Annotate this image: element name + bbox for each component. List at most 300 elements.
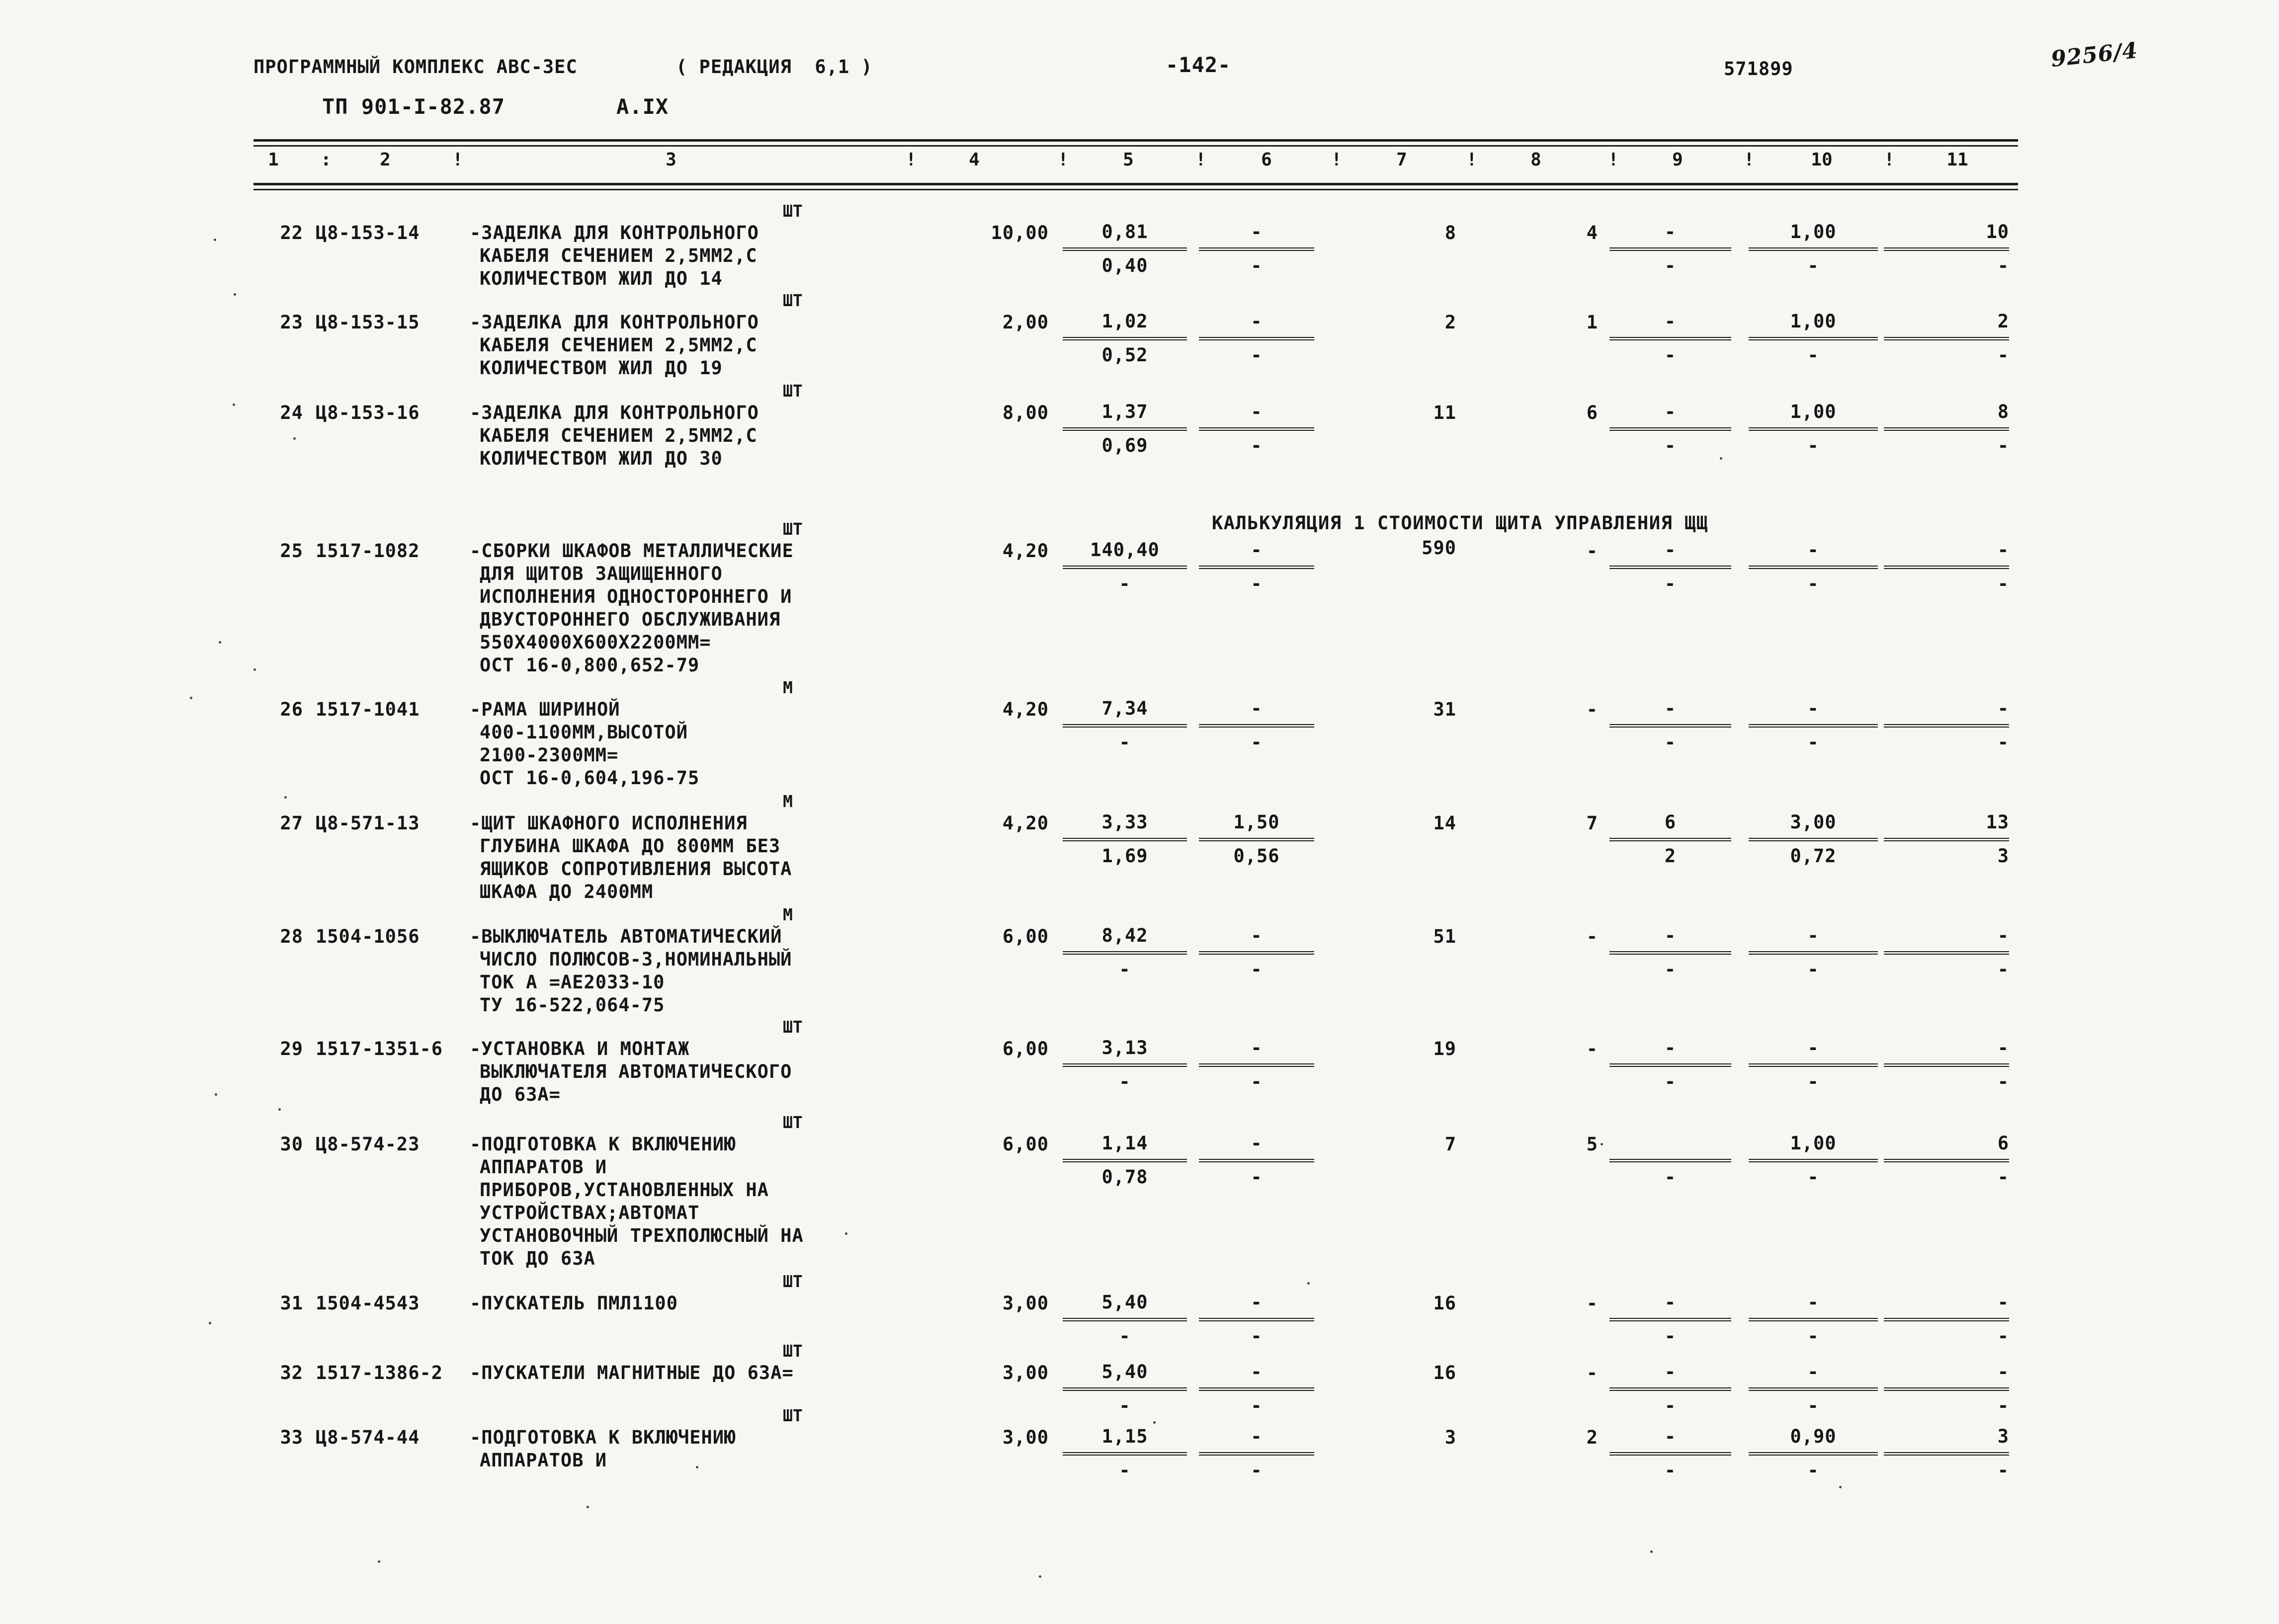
c5-fraction-rule (1063, 566, 1187, 569)
c10-value: - (1807, 1037, 1819, 1058)
row-code: Ц8-574-23 (316, 1134, 420, 1155)
table-top-rule-2 (253, 145, 2018, 147)
col7-value: 8 (1444, 222, 1456, 244)
c9-fraction-rule (1609, 1063, 1731, 1067)
col7-value: 16 (1433, 1362, 1456, 1383)
scan-speck (233, 404, 235, 406)
calculation-note: КАЛЬКУЛЯЦИЯ 1 СТОИМОСТИ ЩИТА УПРАВЛЕНИЯ ЩЩ (1212, 512, 1708, 534)
column-separator: ! (452, 150, 463, 170)
scan-speck (209, 1322, 211, 1324)
col8-value: - (1586, 926, 1598, 947)
c11b-value: - (1997, 573, 2009, 594)
row-description-line: -ЗАДЕЛКА ДЛЯ КОНТРОЛЬНОГО (470, 222, 759, 244)
program-title: ПРОГРАММНЫЙ КОМПЛЕКС АВС-ЗЕС (253, 56, 578, 78)
column-separator: ! (1608, 150, 1619, 170)
c5b-value: - (1119, 573, 1131, 594)
c9-fraction-rule (1609, 1452, 1731, 1456)
c11-fraction-rule (1884, 1159, 2009, 1162)
unit-label: ШТ (783, 291, 803, 310)
c5b-value: 0,40 (1101, 255, 1148, 276)
row-description-line: ШКАФА ДО 2400ММ (480, 881, 654, 902)
c6-fraction-rule (1199, 427, 1314, 431)
row-description-line: КАБЕЛЯ СЕЧЕНИЕМ 2,5ММ2,С (480, 334, 758, 356)
col8-value: 4 (1586, 222, 1598, 244)
row-number: 29 (280, 1038, 303, 1059)
column-separator: ! (1884, 150, 1895, 170)
row-description-line: УСТАНОВОЧНЫЙ ТРЕХПОЛЮСНЫЙ НА (480, 1225, 804, 1246)
c11b-value: - (1997, 344, 2009, 366)
c6b-value: - (1251, 344, 1263, 366)
row-description-line: ДЛЯ ЩИТОВ ЗАЩИЩЕННОГО (480, 563, 723, 584)
c10-fraction-rule (1749, 427, 1878, 431)
c11-value: 13 (1986, 812, 2009, 833)
c6-value: - (1251, 311, 1263, 332)
scan-speck (1307, 1282, 1310, 1285)
c5b-value: - (1119, 1325, 1131, 1347)
row-number: 24 (280, 402, 303, 423)
c9b-value: - (1664, 1071, 1677, 1092)
row-description-line: -ПУСКАТЕЛЬ ПМЛ1100 (470, 1293, 678, 1314)
c11-fraction-rule (1884, 1318, 2009, 1321)
c5-value: 1,02 (1101, 311, 1148, 332)
c5b-value: 0,69 (1101, 435, 1148, 456)
c6-value: - (1251, 1361, 1263, 1382)
col7-value: 590 (1422, 537, 1456, 559)
col8-value: - (1586, 1038, 1598, 1059)
col7-value: 11 (1433, 402, 1456, 423)
row-description-line: ПРИБОРОВ,УСТАНОВЛЕННЫХ НА (480, 1179, 769, 1201)
row-code: Ц8-574-44 (316, 1427, 420, 1448)
c9-value: - (1664, 1037, 1677, 1058)
row-code: Ц8-153-15 (316, 312, 420, 333)
c5-value: 3,13 (1101, 1037, 1148, 1058)
c9-value: - (1664, 1361, 1677, 1382)
c11-fraction-rule (1884, 1452, 2009, 1456)
scan-speck (1153, 1421, 1156, 1424)
scan-speck (190, 697, 192, 699)
col4-value: 10,00 (991, 222, 1049, 244)
row-description-line: ДО 63А= (480, 1084, 561, 1105)
c6-value: 1,50 (1233, 812, 1280, 833)
col8-value: - (1586, 1362, 1598, 1383)
c6-value: - (1251, 401, 1263, 422)
scan-speck (278, 1108, 281, 1111)
col4-value: 3,00 (1002, 1362, 1049, 1383)
row-code: 1517-1082 (316, 540, 420, 562)
row-number: 22 (280, 222, 303, 244)
col4-value: 6,00 (1002, 926, 1049, 947)
c11b-value: 3 (1997, 845, 2009, 867)
row-description-line: ГЛУБИНА ШКАФА ДО 800ММ БЕЗ (480, 835, 781, 857)
row-code: Ц8-153-16 (316, 402, 420, 423)
c6b-value: - (1251, 1166, 1263, 1188)
c6-value: - (1251, 925, 1263, 946)
handwritten-sheet-note: 9256/4 (2049, 37, 2139, 73)
row-description-line: УСТРОЙСТВАХ;АВТОМАТ (480, 1202, 700, 1223)
row-description-line: ТУ 16-522,064-75 (480, 994, 665, 1016)
c6-value: - (1251, 698, 1263, 719)
row-description-line: -РАМА ШИРИНОЙ (470, 699, 620, 720)
row-number: 23 (280, 312, 303, 333)
col8-value: 7 (1586, 812, 1598, 834)
c10-fraction-rule (1749, 1159, 1878, 1162)
c10-value: 3,00 (1790, 812, 1837, 833)
col7-value: 7 (1444, 1134, 1456, 1155)
row-code: Ц8-153-14 (316, 222, 420, 244)
c5-value: 5,40 (1101, 1292, 1148, 1313)
row-description-line: -ПОДГОТОВКА К ВКЛЮЧЕНИЮ (470, 1134, 736, 1155)
c5-value: 8,42 (1101, 925, 1148, 946)
row-description-line: 2100-2300ММ= (480, 744, 619, 766)
row-description-line: КОЛИЧЕСТВОМ ЖИЛ ДО 19 (480, 357, 723, 379)
row-description-line: КАБЕЛЯ СЕЧЕНИЕМ 2,5ММ2,С (480, 245, 758, 266)
c9-value: 6 (1664, 812, 1677, 833)
column-separator: ! (1058, 150, 1069, 170)
c6-fraction-rule (1199, 1159, 1314, 1162)
row-code: 1504-4543 (316, 1293, 420, 1314)
c10-value: - (1807, 539, 1819, 561)
c10-value: - (1807, 1292, 1819, 1313)
c10-fraction-rule (1749, 337, 1878, 340)
row-description-line: ДВУСТОРОННЕГО ОБСЛУЖИВАНИЯ (480, 609, 781, 630)
scan-speck (1601, 1143, 1603, 1145)
c6-fraction-rule (1199, 566, 1314, 569)
c11-value: 6 (1997, 1133, 2009, 1154)
col7-value: 16 (1433, 1293, 1456, 1314)
c10-value: 1,00 (1790, 401, 1837, 422)
row-description-line: ТОК А =АЕ2033-10 (480, 972, 665, 993)
c10-value: 1,00 (1790, 1133, 1837, 1154)
c10-fraction-rule (1749, 1387, 1878, 1391)
c6b-value: - (1251, 255, 1263, 276)
c6-fraction-rule (1199, 337, 1314, 340)
row-description-line: ЧИСЛО ПОЛЮСОВ-3,НОМИНАЛЬНЫЙ (480, 949, 792, 970)
c10-value: 1,00 (1790, 311, 1837, 332)
c9-fraction-rule (1609, 427, 1731, 431)
c5-value: 1,14 (1101, 1133, 1148, 1154)
c9-fraction-rule (1609, 951, 1731, 955)
c11-fraction-rule (1884, 951, 2009, 955)
c9-fraction-rule (1609, 1318, 1731, 1321)
c5-fraction-rule (1063, 724, 1187, 728)
column-separator: ! (1466, 150, 1477, 170)
unit-label: ШТ (783, 1113, 803, 1132)
column-header-9: 9 (1672, 150, 1683, 170)
unit-label: М (783, 678, 793, 697)
c11b-value: - (1997, 1395, 2009, 1416)
c10b-value: - (1807, 255, 1819, 276)
c10b-value: - (1807, 959, 1819, 980)
c6b-value: - (1251, 1460, 1263, 1481)
column-header-8: 8 (1530, 150, 1541, 170)
column-separator: ! (1744, 150, 1755, 170)
c6-value: - (1251, 1133, 1263, 1154)
c10b-value: - (1807, 1395, 1819, 1416)
col4-value: 4,20 (1002, 812, 1049, 834)
col8-value: 1 (1586, 312, 1598, 333)
column-header-6: 6 (1261, 150, 1272, 170)
row-description-line: 400-1100ММ,ВЫСОТОЙ (480, 722, 688, 743)
row-description-line: -ВЫКЛЮЧАТЕЛЬ АВТОМАТИЧЕСКИЙ (470, 926, 782, 947)
c10-fraction-rule (1749, 838, 1878, 841)
c10-fraction-rule (1749, 1063, 1878, 1067)
c5b-value: 0,52 (1101, 344, 1148, 366)
c9-value: - (1664, 1426, 1677, 1447)
column-separator: ! (1331, 150, 1342, 170)
album-code: А.IX (616, 94, 669, 119)
c10-value: 1,00 (1790, 221, 1837, 243)
scan-speck (378, 1560, 380, 1563)
page-number: -142- (1166, 53, 1231, 77)
row-description-line: ЯЩИКОВ СОПРОТИВЛЕНИЯ ВЫСОТА (480, 858, 792, 880)
c9-fraction-rule (1609, 247, 1731, 251)
c10b-value: - (1807, 344, 1819, 366)
c6-fraction-rule (1199, 724, 1314, 728)
c10b-value: - (1807, 1071, 1819, 1092)
row-number: 26 (280, 699, 303, 720)
c11-value: 10 (1986, 221, 2009, 243)
row-description-line: ИСПОЛНЕНИЯ ОДНОСТОРОННЕГО И (480, 586, 792, 607)
col4-value: 6,00 (1002, 1038, 1049, 1059)
row-number: 32 (280, 1362, 303, 1383)
c5-value: 140,40 (1090, 539, 1160, 561)
scan-speck (1650, 1550, 1653, 1553)
c6b-value: - (1251, 1071, 1263, 1092)
c11b-value: - (1997, 1071, 2009, 1092)
c5-value: 0,81 (1101, 221, 1148, 243)
c5b-value: - (1119, 959, 1131, 980)
unit-label: ШТ (783, 201, 803, 221)
c11b-value: - (1997, 255, 2009, 276)
c5b-value: - (1119, 731, 1131, 753)
col4-value: 3,00 (1002, 1427, 1049, 1448)
c9b-value: - (1664, 573, 1677, 594)
c11-value: 3 (1997, 1426, 2009, 1447)
document-code: 571899 (1724, 58, 1793, 80)
c10b-value: - (1807, 1166, 1819, 1188)
c5-value: 1,15 (1101, 1426, 1148, 1447)
c9-fraction-rule (1609, 1159, 1731, 1162)
unit-label: М (783, 905, 793, 924)
c10b-value: - (1807, 1325, 1819, 1347)
row-description-line: АППАРАТОВ И (480, 1450, 607, 1471)
c9-fraction-rule (1609, 337, 1731, 340)
scan-speck (234, 293, 236, 296)
scan-speck (214, 239, 216, 241)
c11-fraction-rule (1884, 566, 2009, 569)
c9b-value: - (1664, 435, 1677, 456)
c9b-value: - (1664, 731, 1677, 753)
c5-value: 1,37 (1101, 401, 1148, 422)
col7-value: 51 (1433, 926, 1456, 947)
c6b-value: - (1251, 1325, 1263, 1347)
c10b-value: - (1807, 1460, 1819, 1481)
c5b-value: 0,78 (1101, 1166, 1148, 1188)
row-description-line: КОЛИЧЕСТВОМ ЖИЛ ДО 14 (480, 268, 723, 289)
col8-value: - (1586, 699, 1598, 720)
column-header-10: 10 (1811, 150, 1833, 170)
c11-value: - (1997, 1292, 2009, 1313)
row-description-line: -УСТАНОВКА И МОНТАЖ (470, 1038, 690, 1059)
row-number: 25 (280, 540, 303, 562)
c6-fraction-rule (1199, 1387, 1314, 1391)
unit-label: ШТ (783, 1017, 803, 1037)
scan-speck (1720, 457, 1722, 460)
c5-fraction-rule (1063, 951, 1187, 955)
col4-value: 2,00 (1002, 312, 1049, 333)
c11-fraction-rule (1884, 1063, 2009, 1067)
scan-speck (253, 668, 256, 671)
row-number: 30 (280, 1134, 303, 1155)
c5-value: 3,33 (1101, 812, 1148, 833)
c5b-value: - (1119, 1460, 1131, 1481)
row-description-line: -ПОДГОТОВКА К ВКЛЮЧЕНИЮ (470, 1427, 736, 1448)
col8-value: - (1586, 540, 1598, 562)
scan-speck (587, 1506, 589, 1508)
row-description-line: -ЗАДЕЛКА ДЛЯ КОНТРОЛЬНОГО (470, 402, 759, 423)
c9-value: - (1664, 311, 1677, 332)
row-description-line: ВЫКЛЮЧАТЕЛЯ АВТОМАТИЧЕСКОГО (480, 1061, 792, 1082)
c6-value: - (1251, 1292, 1263, 1313)
scan-speck (696, 1466, 698, 1468)
c9-value: - (1664, 539, 1677, 561)
scan-speck (1839, 1486, 1842, 1488)
c11-fraction-rule (1884, 337, 2009, 340)
c5-fraction-rule (1063, 1318, 1187, 1321)
c5-fraction-rule (1063, 1452, 1187, 1456)
row-code: 1517-1351-6 (316, 1038, 443, 1059)
column-header-3: 3 (666, 150, 676, 170)
c5b-value: 1,69 (1101, 845, 1148, 867)
c5-fraction-rule (1063, 1387, 1187, 1391)
col4-value: 4,20 (1002, 540, 1049, 562)
table-header-rule (253, 183, 2018, 185)
column-header-2: 2 (380, 150, 391, 170)
c9-value: - (1664, 401, 1677, 422)
c6-fraction-rule (1199, 1063, 1314, 1067)
unit-label: М (783, 792, 793, 811)
column-header-5: 5 (1123, 150, 1134, 170)
col8-value: - (1586, 1293, 1598, 1314)
c5-fraction-rule (1063, 247, 1187, 251)
scan-speck (219, 641, 221, 644)
unit-label: ШТ (783, 1406, 803, 1425)
c11b-value: - (1997, 731, 2009, 753)
c5-fraction-rule (1063, 427, 1187, 431)
edition-label: ( РЕДАКЦИЯ 6,1 ) (676, 56, 873, 78)
col7-value: 3 (1444, 1427, 1456, 1448)
row-description-line: ОСТ 16-0,604,196-75 (480, 767, 700, 789)
c5b-value: - (1119, 1071, 1131, 1092)
scan-speck (293, 437, 296, 440)
c10-fraction-rule (1749, 724, 1878, 728)
row-code: Ц8-571-13 (316, 812, 420, 834)
c9-value: - (1664, 221, 1677, 243)
col4-value: 8,00 (1002, 402, 1049, 423)
row-number: 27 (280, 812, 303, 834)
c11-value: - (1997, 698, 2009, 719)
c10b-value: 0,72 (1790, 845, 1837, 867)
c6b-value: - (1251, 731, 1263, 753)
c9b-value: - (1664, 959, 1677, 980)
c9b-value: - (1664, 255, 1677, 276)
c9b-value: - (1664, 1325, 1677, 1347)
c6-fraction-rule (1199, 1318, 1314, 1321)
c9-value: - (1664, 925, 1677, 946)
c9-fraction-rule (1609, 1387, 1731, 1391)
c11-fraction-rule (1884, 427, 2009, 431)
table-top-rule (253, 139, 2018, 142)
c6-value: - (1251, 1037, 1263, 1058)
c11-fraction-rule (1884, 247, 2009, 251)
c10-value: - (1807, 698, 1819, 719)
c11-fraction-rule (1884, 1387, 2009, 1391)
c6-value: - (1251, 539, 1263, 561)
c9b-value: - (1664, 1395, 1677, 1416)
c10-value: 0,90 (1790, 1426, 1837, 1447)
c6-fraction-rule (1199, 838, 1314, 841)
scan-speck (215, 1093, 217, 1096)
c6b-value: - (1251, 1395, 1263, 1416)
c5-fraction-rule (1063, 1063, 1187, 1067)
c9b-value: 2 (1664, 845, 1677, 867)
column-header-4: 4 (969, 150, 980, 170)
c10-value: - (1807, 925, 1819, 946)
row-number: 33 (280, 1427, 303, 1448)
col4-value: 3,00 (1002, 1293, 1049, 1314)
col8-value: 5 (1586, 1134, 1598, 1155)
c11b-value: - (1997, 1166, 2009, 1188)
row-description-line: ОСТ 16-0,800,652-79 (480, 654, 700, 676)
c9-fraction-rule (1609, 838, 1731, 841)
unit-label: ШТ (783, 1341, 803, 1361)
col7-value: 2 (1444, 312, 1456, 333)
c10-fraction-rule (1749, 1318, 1878, 1321)
c10-fraction-rule (1749, 566, 1878, 569)
c11b-value: - (1997, 959, 2009, 980)
row-description-line: 550Х4000Х600Х2200ММ= (480, 632, 711, 653)
c6-fraction-rule (1199, 951, 1314, 955)
c5-fraction-rule (1063, 838, 1187, 841)
row-code: 1517-1041 (316, 699, 420, 720)
c6-fraction-rule (1199, 1452, 1314, 1456)
c9-value: - (1664, 1292, 1677, 1313)
c10b-value: - (1807, 573, 1819, 594)
column-separator: ! (906, 150, 917, 170)
c9-value: - (1664, 698, 1677, 719)
c10b-value: - (1807, 435, 1819, 456)
row-number: 31 (280, 1293, 303, 1314)
c6b-value: - (1251, 959, 1263, 980)
col4-value: 4,20 (1002, 699, 1049, 720)
c11b-value: - (1997, 1325, 2009, 1347)
c5b-value: - (1119, 1395, 1131, 1416)
table-header-rule-2 (253, 189, 2018, 190)
unit-label: ШТ (783, 1272, 803, 1291)
row-description-line: -ЩИТ ШКАФНОГО ИСПОЛНЕНИЯ (470, 812, 748, 834)
col7-value: 31 (1433, 699, 1456, 720)
row-description-line: АППАРАТОВ И (480, 1156, 607, 1178)
c11-fraction-rule (1884, 724, 2009, 728)
c9b-value: - (1664, 344, 1677, 366)
col4-value: 6,00 (1002, 1134, 1049, 1155)
column-header-11: 11 (1946, 150, 1968, 170)
c5-value: 5,40 (1101, 1361, 1148, 1382)
row-description-line: -ЗАДЕЛКА ДЛЯ КОНТРОЛЬНОГО (470, 312, 759, 333)
row-code: 1504-1056 (316, 926, 420, 947)
row-description-line: -ПУСКАТЕЛИ МАГНИТНЫЕ ДО 63А= (470, 1362, 794, 1383)
row-description-line: -СБОРКИ ШКАФОВ МЕТАЛЛИЧЕСКИЕ (470, 540, 794, 562)
